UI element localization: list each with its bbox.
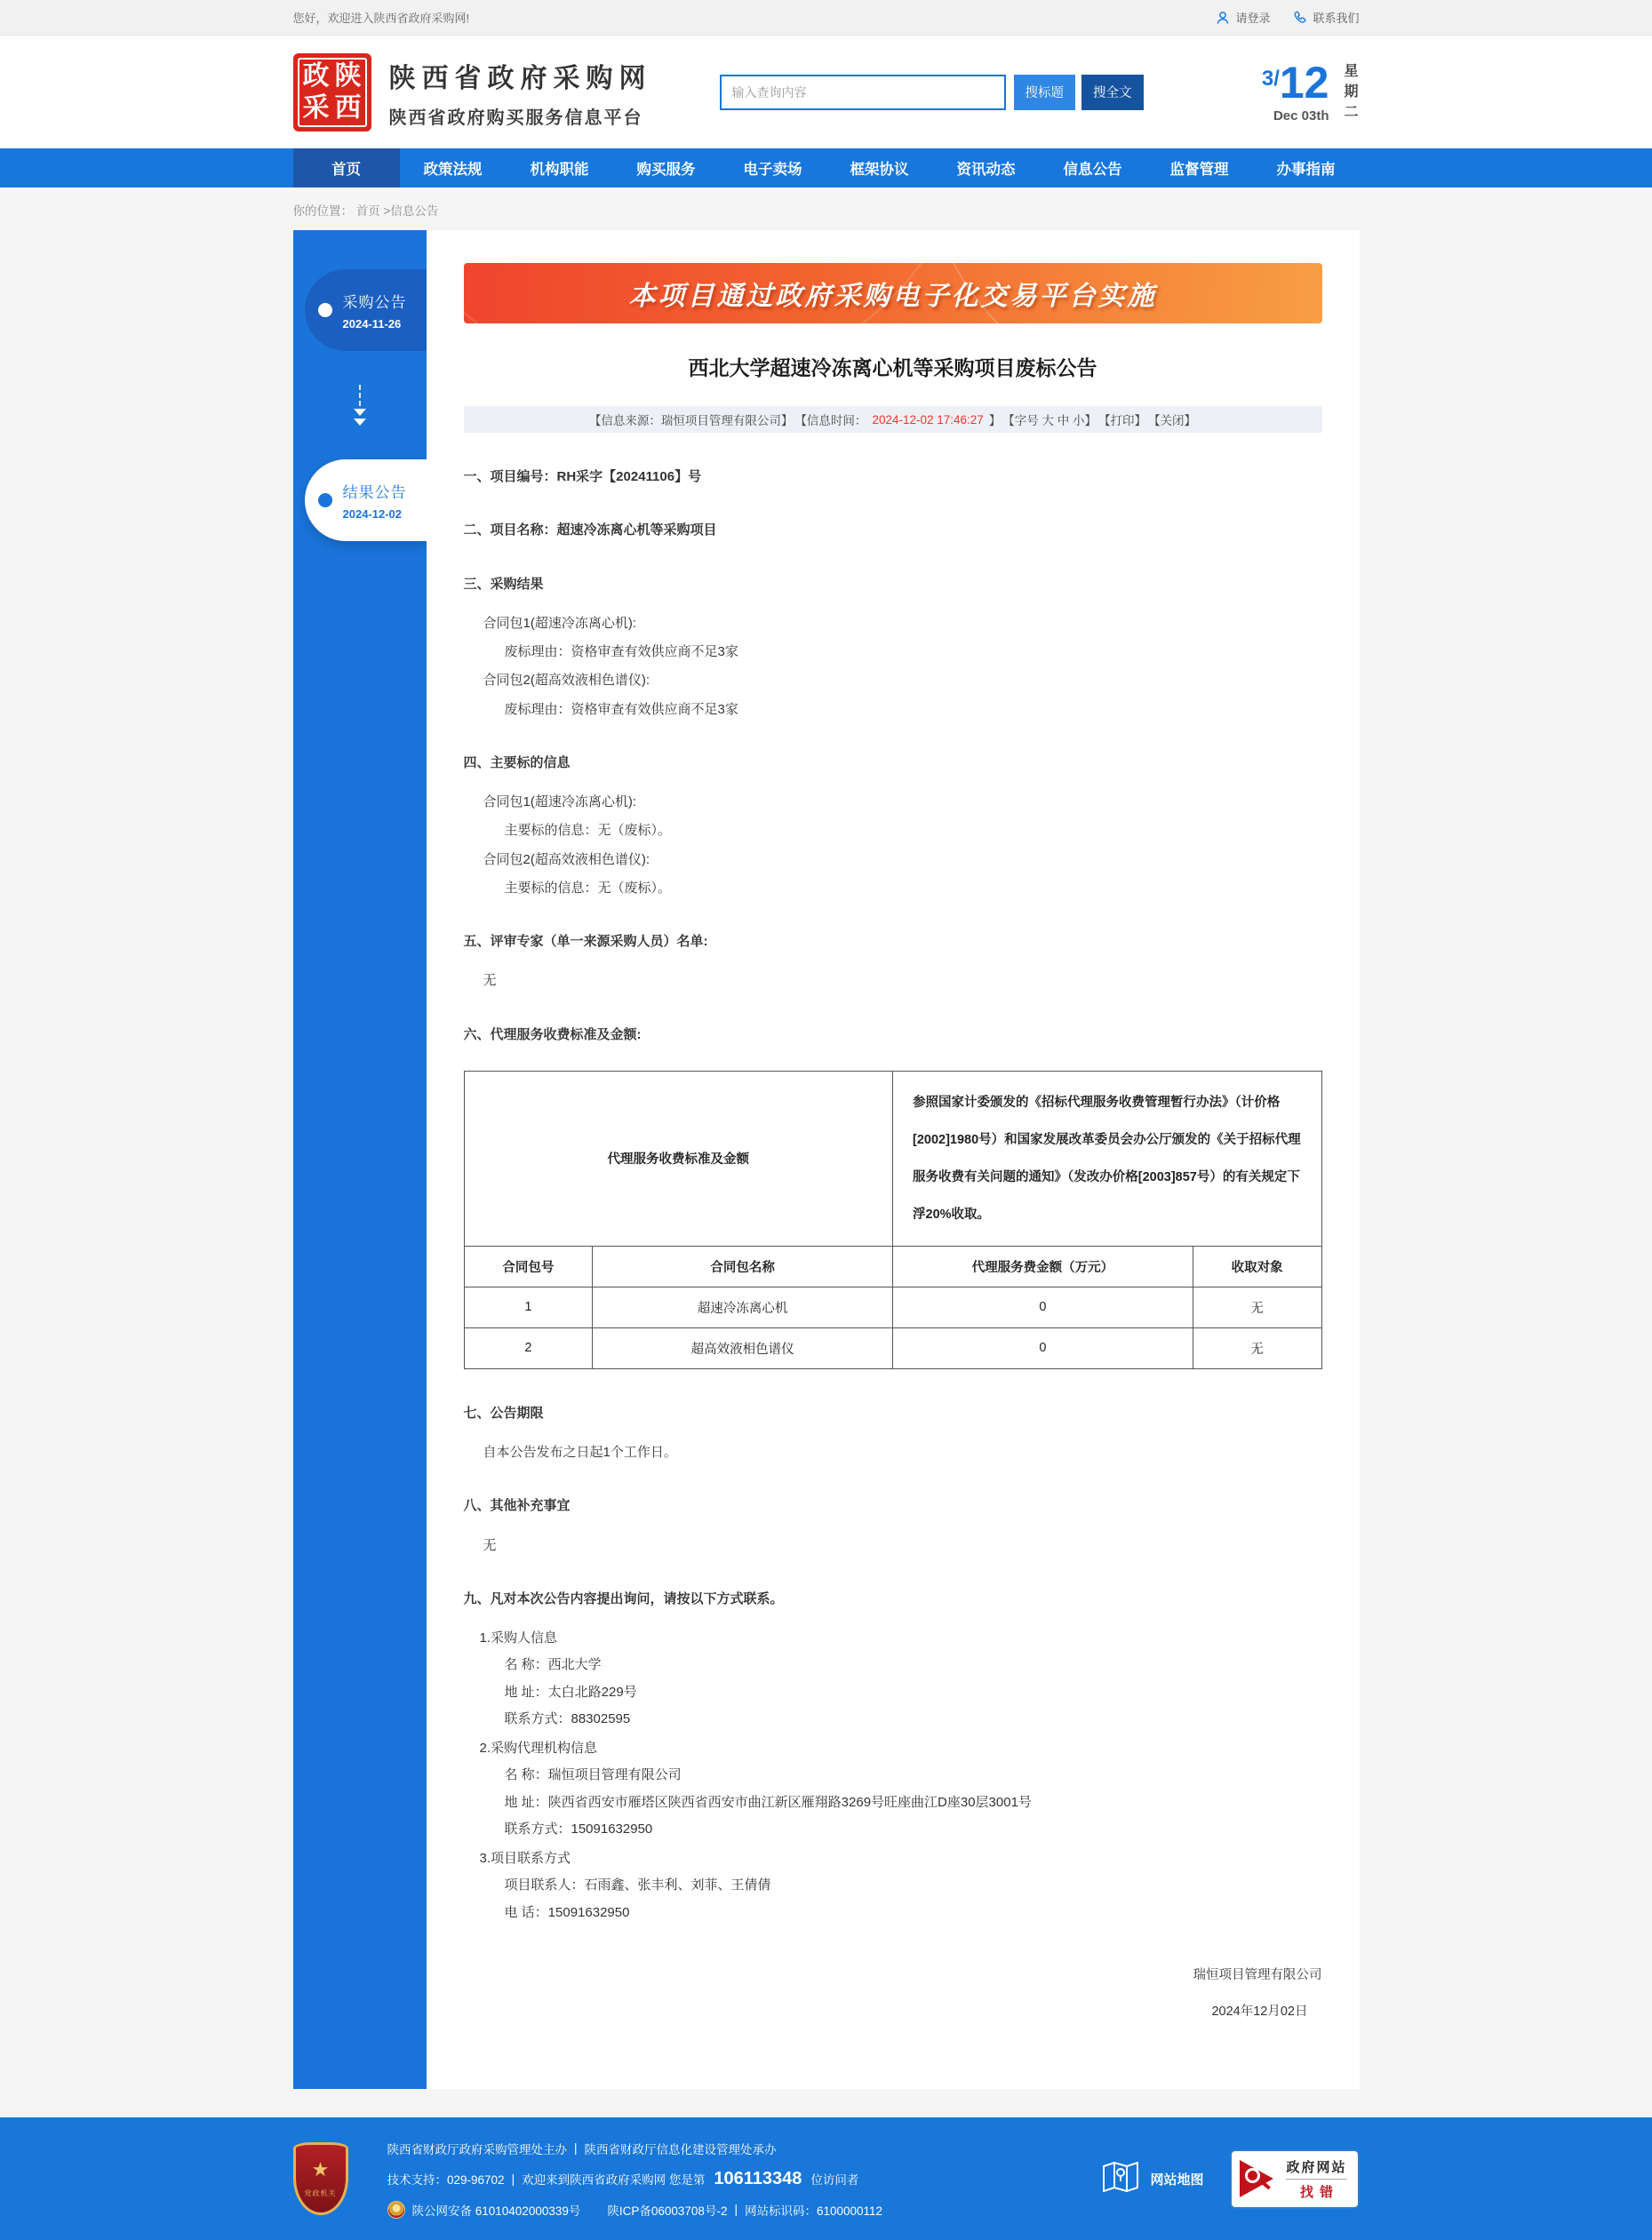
cell-fee-amount: 0 [893,1327,1193,1368]
fee-intro-right-cell: 参照国家计委颁发的《招标代理服务收费管理暂行办法》（计价格[2002]1980号）和国家发展改革委员会办公厅颁发的《关于招标代理服务收费有关问题的通知》（发改办价格[2003]857号）的有关规定下浮20%收取。 [893,1071,1322,1246]
meta-source: 【信息来源：瑞恒项目管理有限公司】 [588,414,794,427]
footer-line-organizers [387,2140,883,2157]
article-line: 七、公告期限 [463,1405,544,1421]
article-signature [464,1965,1322,2020]
cell-fee-target: 无 [1193,1327,1321,1368]
article-line: 主要标的信息：无（废标）。 [504,823,672,839]
platform-banner [464,263,1322,323]
date-month: 3/ [1261,67,1280,91]
sitemap-link[interactable] [1102,2161,1203,2196]
close-button[interactable]: 【关闭】 [1148,414,1197,427]
cell-package-name: 超高效液相色谱仪 [593,1327,893,1368]
meta-time-close: 】 [988,414,1002,427]
date-english: Dec 03th [1273,108,1329,124]
site-title: 陕西省政府采购网 [388,63,652,93]
table-header-row [464,1246,1321,1287]
timeline-dot [318,493,332,507]
article-line: 八、其他补充事宜 [463,1498,571,1514]
nav-item-purchase-services[interactable]: 购买服务 [636,162,696,178]
sidebar-item-date: 2024-11-26 [342,317,402,331]
site-identifier-code: 网站标识码：6100000112 [744,2204,883,2218]
agency-fee-table [464,1071,1322,1369]
article-line: 六、代理服务收费标准及金额: [463,1026,642,1042]
phone-icon [1293,11,1307,25]
search-title-button[interactable]: 搜标题 [1014,75,1076,110]
nav-item-e-marketplace[interactable]: 电子卖场 [743,162,802,178]
footer-organizer: 陕西省财政厅政府采购管理处主办 [387,2142,567,2156]
site-header [0,36,1652,148]
security-record-number[interactable]: 陕公网安备 61010402000339号 [411,2204,581,2218]
user-icon [1216,11,1230,25]
article-line: 1.采购人信息 [479,1630,558,1646]
article-body-top [464,468,1322,1044]
article-line: 自本公告发布之日起1个工作日。 [483,1445,677,1461]
article-line: 二、项目名称：超速冷冻离心机等采购项目 [463,522,717,538]
nav-item-news[interactable]: 资讯动态 [956,162,1016,178]
table-row [464,1287,1321,1327]
date-weekday: 星期二 [1344,63,1359,121]
article-panel [427,230,1360,2089]
footer-visitor-suffix: 位访问者 [810,2173,859,2188]
article-line: 地 址：太白北路229号 [504,1684,637,1700]
cell-fee-target: 无 [1193,1287,1321,1327]
article-body-bottom [464,1405,1322,1922]
article-line: 废标理由：资格审查有效供应商不足3家 [504,701,738,717]
error-report-magnifier-icon [1239,2159,1278,2198]
article-line: 四、主要标的信息 [463,754,571,770]
article-line: 五、评审专家（单一来源采购人员）名单: [463,934,708,949]
article-line: 主要标的信息：无（废标）。 [504,880,672,896]
nav-item-policy[interactable]: 政策法规 [423,162,483,178]
footer-tech-support: 技术支持：029-96702 [387,2173,505,2188]
error-badge-title: 政府网站 [1286,2157,1346,2180]
meta-time-label: 【信息时间： [794,414,867,427]
breadcrumb [293,187,1360,230]
article-line: 名 称：瑞恒项目管理有限公司 [504,1767,682,1783]
nav-item-framework-agreement[interactable]: 框架协议 [850,162,909,178]
col-header: 代理服务费金额（万元） [893,1246,1193,1287]
article-line: 2.采购代理机构信息 [479,1741,598,1757]
search-input[interactable] [720,75,1006,110]
main-nav [0,148,1652,187]
login-label: 请登录 [1235,12,1271,25]
article-line: 电 话：15091632950 [504,1904,630,1920]
topbar [0,0,1652,36]
signature-date: 2024年12月02日 [1211,2004,1308,2019]
article-line: 无 [483,1537,497,1553]
sidebar-item-result-announcement[interactable] [305,459,427,541]
sidebar-item-purchase-announcement[interactable] [305,269,427,351]
cell-fee-amount: 0 [893,1287,1193,1327]
site-subtitle: 陕西省政府购买服务信息平台 [388,108,643,128]
footer-separator: | [511,2172,515,2186]
cell-package-name: 超速冷冻离心机 [593,1287,893,1327]
footer-co-organizer: 陕西省财政厅信息化建设管理处承办 [584,2142,777,2156]
article-line: 三、采购结果 [463,576,544,592]
article-line: 合同包1(超速冷冻离心机): [483,794,637,809]
site-logo [293,53,371,132]
breadcrumb-home-link[interactable]: 首页 [355,204,380,218]
cell-package-no: 2 [464,1327,593,1368]
article-title: 西北大学超速冷冻离心机等采购项目废标公告 [688,356,1097,379]
article-line: 合同包2(超高效液相色谱仪): [483,673,650,689]
contact-label: 联系我们 [1313,12,1360,25]
search-fulltext-button[interactable]: 搜全文 [1081,75,1144,110]
article-line: 废标理由：资格审查有效供应商不足3家 [504,644,738,659]
footer-separator: | [734,2203,738,2217]
col-header: 合同包名称 [593,1246,893,1287]
error-badge-subtitle: 找错 [1299,2184,1339,2200]
article-line: 合同包2(超高效液相色谱仪): [483,851,650,867]
article-line: 联系方式：15091632950 [504,1821,653,1837]
search-bar [720,75,1144,110]
nav-item-guide[interactable]: 办事指南 [1276,162,1336,178]
col-header: 收取对象 [1193,1246,1321,1287]
site-footer [0,2117,1652,2240]
article-line: 九、凡对本次公告内容提出询问，请按以下方式联系。 [463,1590,784,1606]
nav-item-supervision[interactable]: 监督管理 [1169,162,1229,178]
logo-char: 政 [302,60,330,91]
sidebar-item-date: 2024-12-02 [342,507,402,521]
welcome-text: 您好，欢迎进入陕西省政府采购网! [292,12,470,25]
public-security-badge-icon [387,2201,405,2219]
article-line: 无 [483,973,497,989]
meta-time-value: 2024-12-02 17:46:27 [872,412,984,426]
breadcrumb-separator: > [383,204,391,218]
icp-record-number[interactable]: 陕ICP备06003708号-2 [607,2204,728,2218]
col-header: 合同包号 [464,1246,593,1287]
footer-line-registration [387,2201,883,2219]
nav-item-home[interactable]: 首页 [293,148,400,187]
shield-label: 党政机关 [304,2188,337,2197]
font-size-controls[interactable]: 【字号 大 中 小】 [1002,414,1097,427]
contact-link[interactable] [1293,9,1359,26]
footer-welcome: 欢迎来到陕西省政府采购网 您是第 [522,2173,706,2188]
cell-package-no: 1 [464,1287,593,1327]
article-line: 名 称：西北大学 [504,1657,602,1673]
footer-separator: | [574,2141,578,2156]
map-icon [1102,2161,1139,2196]
logo-char: 采 [302,92,330,123]
fee-intro-left-cell: 代理服务收费标准及金额 [464,1071,893,1246]
article-line: 3.项目联系方式 [479,1851,571,1867]
sidebar-item-title: 采购公告 [342,294,407,311]
timeline-sidebar [293,230,427,2089]
visitor-count: 106113348 [714,2168,802,2188]
footer-line-support [387,2169,883,2189]
date-widget [1262,60,1360,124]
logo-char: 西 [334,92,362,123]
logo-char: 陕 [334,60,362,91]
article-line: 合同包1(超速冷冻离心机): [483,615,637,631]
article-line: 一、项目编号：RH采字【20241106】号 [463,469,702,484]
print-button[interactable]: 【打印】 [1098,414,1147,427]
article-line: 项目联系人：石雨鑫、张丰利、刘菲、王倩倩 [504,1877,771,1893]
nav-item-announcements[interactable]: 信息公告 [1063,162,1122,178]
sidebar-item-title: 结果公告 [342,484,407,501]
sitemap-label: 网站地图 [1150,2172,1204,2188]
article-line: 联系方式：88302595 [504,1710,631,1726]
banner-text: 本项目通过政府采购电子化交易平台实施 [628,282,1157,311]
date-day: 12 [1279,58,1329,108]
nav-item-functions[interactable]: 机构职能 [530,162,589,178]
timeline-arrow-down-icon [351,385,369,426]
breadcrumb-current: 信息公告 [390,204,439,218]
shield-star: ★ [311,2157,330,2180]
login-link[interactable] [1216,9,1270,26]
timeline-dot [318,303,332,317]
breadcrumb-prefix: 你的位置： [292,204,353,218]
signature-company: 瑞恒项目管理有限公司 [1193,1967,1322,1982]
table-row [464,1071,1321,1246]
article-meta-bar [464,406,1322,433]
government-shield-badge-icon [293,2142,348,2215]
table-row [464,1327,1321,1368]
article-line: 地 址：陕西省西安市雁塔区陕西省西安市曲江新区雁翔路3269号旺座曲江D座30层3001号 [504,1794,1032,1810]
gov-site-error-report-badge[interactable] [1230,2149,1359,2209]
